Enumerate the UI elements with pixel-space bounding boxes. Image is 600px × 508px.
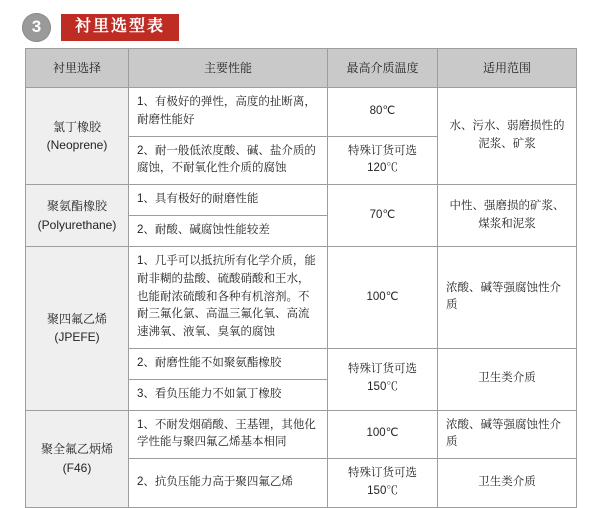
lining-selection-table-wrapper <box>25 48 576 508</box>
material-name-jpefe: 聚四氟乙烯 (JPEFE) <box>26 246 129 410</box>
temperature-text: 特殊订货可选150℃ <box>328 459 438 508</box>
section-number-badge: 3 <box>22 13 51 42</box>
page-title: 衬里选型表 <box>61 14 179 41</box>
performance-text: 1、几乎可以抵抗所有化学介质，能耐非糊的盐酸、硫酸硝酸和王水，也能耐浓硫酸和各种有机溶剂。不耐三氟化氯、高温三氟化氧、高流速沸氧、液氧、臭氧的腐蚀 <box>129 246 328 348</box>
performance-text: 2、耐酸、碱腐蚀性能较差 <box>129 216 328 247</box>
material-name-neoprene: 氯丁橡胶 (Neoprene) <box>26 88 129 185</box>
table-row <box>26 246 577 348</box>
temperature-text: 特殊订货可选120℃ <box>328 136 438 185</box>
section-header <box>0 0 600 44</box>
column-header-application: 适用范围 <box>438 49 577 88</box>
application-text: 水、污水、弱磨损性的泥浆、矿浆 <box>438 88 577 185</box>
column-header-lining: 衬里选择 <box>26 49 129 88</box>
table-body <box>26 88 577 508</box>
performance-text: 2、耐磨性能不如聚氨酯橡胶 <box>129 348 328 379</box>
application-text: 卫生类介质 <box>438 348 577 410</box>
performance-text: 2、抗负压能力高于聚四氟乙烯 <box>129 459 328 508</box>
table-row <box>26 185 577 216</box>
column-header-performance: 主要性能 <box>129 49 328 88</box>
temperature-text: 70℃ <box>328 185 438 247</box>
application-text: 中性、强磨损的矿浆、煤浆和泥浆 <box>438 185 577 247</box>
material-name-f46: 聚全氟乙炳烯 (F46) <box>26 410 129 507</box>
application-text: 浓酸、碱等强腐蚀性介质 <box>438 410 577 459</box>
temperature-text: 特殊订货可选150℃ <box>328 348 438 410</box>
performance-text: 1、不耐发烟硝酸、王基锂，其他化学性能与聚四氟乙烯基本相同 <box>129 410 328 459</box>
material-name-polyurethane: 聚氨酯橡胶 (Polyurethane) <box>26 185 129 247</box>
application-text: 卫生类介质 <box>438 459 577 508</box>
performance-text: 1、有极好的弹性，高度的扯断离，耐磨性能好 <box>129 88 328 137</box>
performance-text: 1、具有极好的耐磨性能 <box>129 185 328 216</box>
performance-text: 3、看负压能力不如氯丁橡胶 <box>129 379 328 410</box>
lining-selection-table <box>25 48 577 508</box>
application-text: 浓酸、碱等强腐蚀性介质 <box>438 246 577 348</box>
performance-text: 2、耐一般低浓度酸、碱、盐介质的腐蚀，不耐氧化性介质的腐蚀 <box>129 136 328 185</box>
table-header-row <box>26 49 577 88</box>
column-header-max-temperature: 最高介质温度 <box>328 49 438 88</box>
temperature-text: 80℃ <box>328 88 438 137</box>
temperature-text: 100℃ <box>328 410 438 459</box>
table-row <box>26 410 577 459</box>
temperature-text: 100℃ <box>328 246 438 348</box>
table-row <box>26 88 577 137</box>
table-header <box>26 49 577 88</box>
